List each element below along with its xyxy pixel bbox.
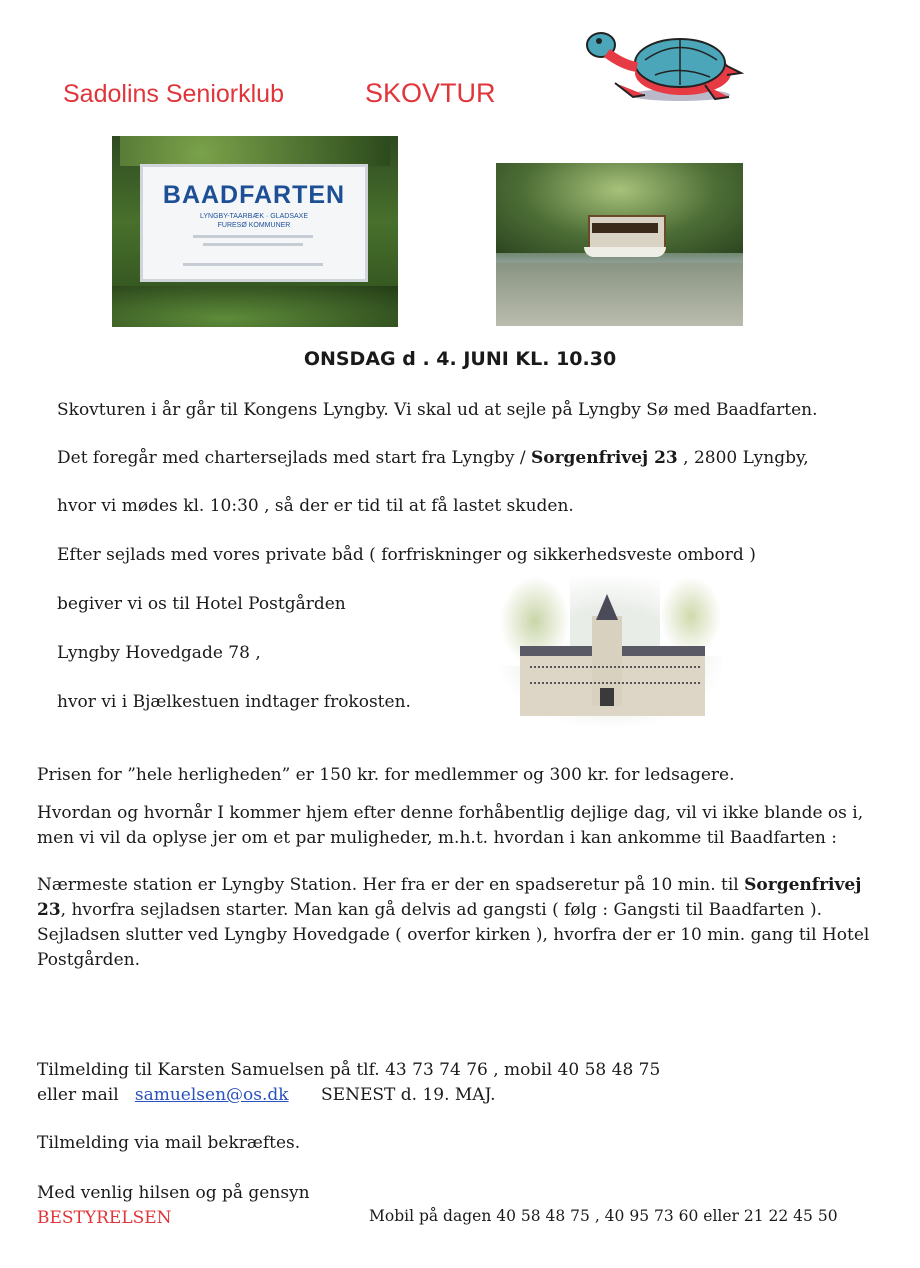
hotel-postgaarden-photo: [500, 576, 722, 726]
station-route: , hvorfra sejladsen starter. Man kan gå delvis ad gangsti ( følg : Gangsti til Baadfarten ). Sejladsen slutter ved Lyngby Hovedgade ( overfor kirken ), hvorfra der er 10 min. gang til Hotel Postgården.: [37, 900, 870, 970]
meet-line: hvor vi mødes kl. 10:30 , så der er tid til at få lastet skuden.: [57, 496, 574, 516]
board-signature: BESTYRELSEN: [37, 1208, 172, 1228]
date-line: ONSDAG d . 4. JUNI KL. 10.30: [303, 348, 617, 370]
station-address: Sorgenfrivej 23: [37, 875, 862, 920]
charter-address: Sorgenfrivej 23: [530, 448, 678, 468]
signup-line: Tilmelding til Karsten Samuelsen på tlf. 43 73 74 76 , mobil 40 58 48 75: [37, 1060, 661, 1080]
home-info: Hvordan og hvornår I kommer hjem efter denne forhåbentlig dejlige dag, vil vi ikke blande os i, men vi vil da oplyse jer om et par muligheder, m.h.t. hvordan i kan ankomme til Baadfarten :: [37, 803, 864, 848]
mail-prefix: eller mail: [37, 1085, 119, 1105]
address-line: Lyngby Hovedgade 78 ,: [57, 643, 261, 663]
price-text: Prisen for ”hele herligheden” er 150 kr. for medlemmer og 300 kr. for ledsagere.: [37, 765, 735, 785]
charter-text: Det foregår med chartersejlads med start fra Lyngby /: [57, 448, 531, 468]
confirm-line: Tilmelding via mail bekræftes.: [37, 1133, 301, 1153]
mobile-numbers: Mobil på dagen 40 58 48 75 , 40 95 73 60 eller 21 22 45 50: [369, 1207, 838, 1225]
intro-line: Skovturen i år går til Kongens Lyngby. Vi skal ud at sejle på Lyngby Sø med Baadfarten.: [57, 400, 818, 420]
lunch-line: hvor vi i Bjælkestuen indtager frokosten.: [57, 692, 411, 712]
station-info: [37, 873, 887, 973]
sign-name: BAADFARTEN: [162, 181, 346, 209]
sign-line1: LYNGBY-TAARBÆK · GLADSAXE: [199, 213, 308, 220]
sail-line: Efter sejlads med vores private båd ( forfriskninger og sikkerhedsveste ombord ): [57, 545, 756, 565]
club-name: Sadolins Seniorklub: [63, 80, 284, 108]
boat-on-lake-photo: [496, 163, 743, 326]
sign-line2: FURESØ KOMMUNER: [217, 222, 291, 229]
greeting: Med venlig hilsen og på gensyn: [37, 1183, 310, 1203]
mail-line: [37, 1083, 887, 1108]
turtle-illustration: [585, 25, 745, 103]
station-text: Nærmeste station er Lyngby Station. Her fra er der en spadseretur på 10 min. til: [37, 875, 745, 895]
email-link[interactable]: samuelsen@os.dk: [134, 1085, 289, 1105]
baadfarten-sign-photo: [112, 136, 398, 327]
charter-city: , 2800 Lyngby,: [677, 448, 809, 468]
page-title: SKOVTUR: [365, 78, 496, 108]
charter-line: [57, 448, 809, 468]
hotel-line: begiver vi os til Hotel Postgården: [57, 594, 346, 614]
deadline: SENEST d. 19. MAJ.: [321, 1085, 496, 1105]
